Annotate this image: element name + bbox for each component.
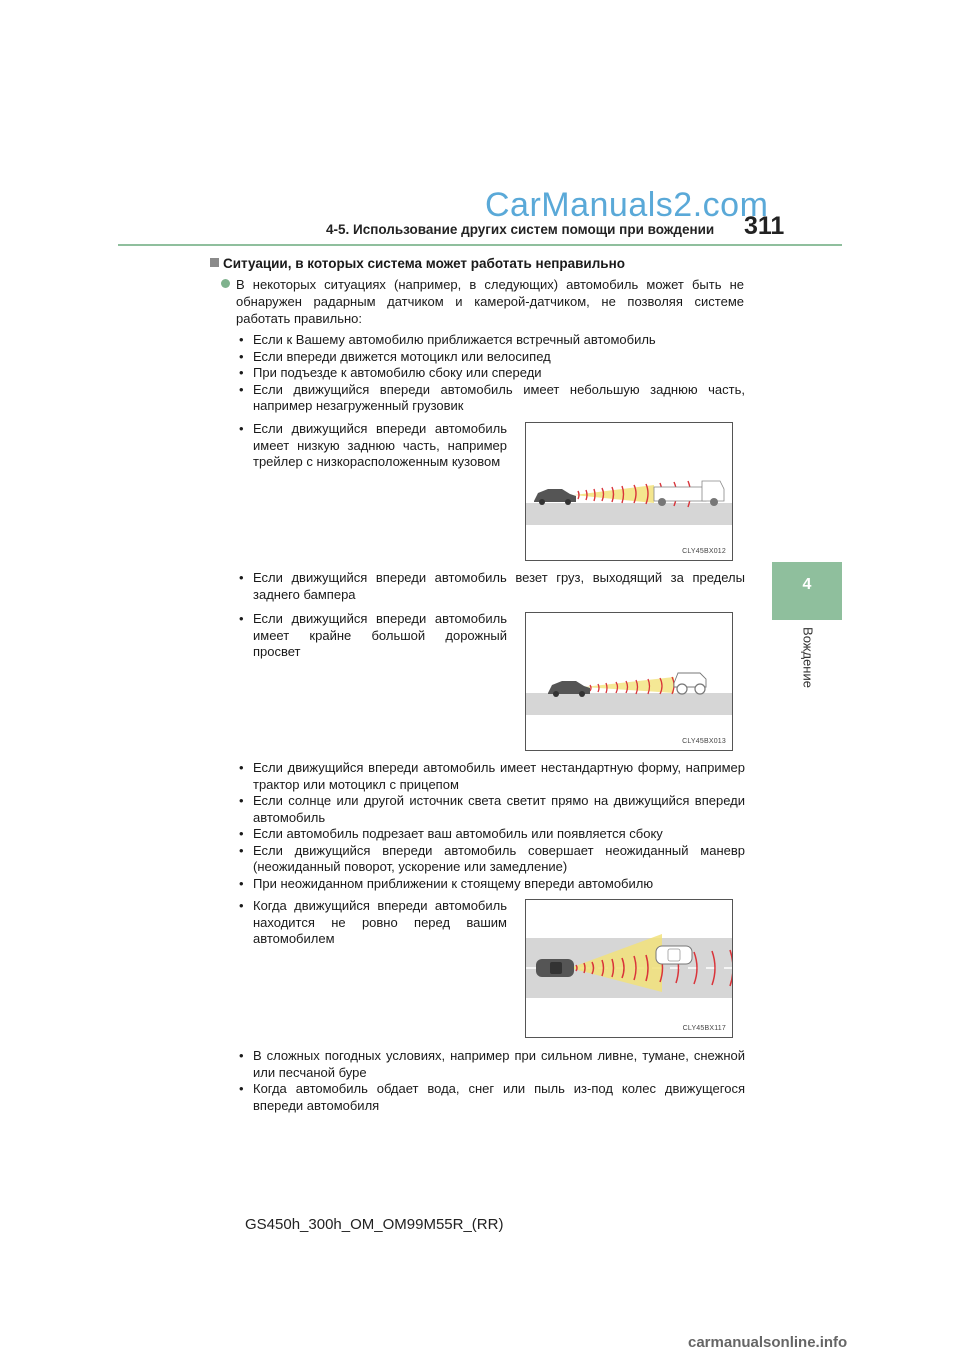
footer-code: GS450h_300h_OM_OM99M55R_(RR) — [245, 1216, 504, 1233]
intro-paragraph — [236, 276, 744, 327]
figure-code: CLY45BX013 — [682, 738, 726, 745]
circle-bullet-icon — [221, 279, 230, 288]
figure-offset-vehicle — [525, 899, 733, 1038]
list-item: • Если движущийся впереди автомобиль имеет крайне большой дорожный просвет — [237, 611, 507, 661]
list-item: • Если движущийся впереди автомобиль имеет низкую заднюю часть, например трейлер с низкорасположенным кузовом — [237, 421, 507, 471]
page-number: 311 — [744, 212, 785, 240]
illustration-low-trailer — [526, 423, 732, 560]
list-item: • Если впереди движется мотоцикл или велосипед — [237, 349, 745, 366]
watermark-bottom: carmanualsonline.info — [688, 1334, 848, 1351]
situation-list-4 — [237, 611, 507, 661]
illustration-offset-vehicle — [526, 900, 732, 1037]
figure-code: CLY45BX117 — [682, 1025, 726, 1032]
list-item: • Если к Вашему автомобилю приближается встречный автомобиль — [237, 332, 745, 349]
situation-list-7 — [237, 1048, 745, 1114]
list-item: • Когда автомобиль обдает вода, снег или пыль из-под колес движущегося впереди автомобиля — [237, 1081, 745, 1114]
situation-list-3 — [237, 570, 745, 603]
list-item: • Если движущийся впереди автомобиль имеет нестандартную форму, например трактор или мотоцикл с прицепом — [237, 760, 745, 793]
situation-list-5 — [237, 760, 745, 892]
header-title: 4-5. Использование других систем помощи при вождении — [326, 222, 715, 237]
watermark-top: CarManuals2.com — [485, 186, 769, 224]
chapter-number: 4 — [802, 576, 812, 593]
list-item: • При неожиданном приближении к стоящему впереди автомобилю — [237, 876, 745, 893]
section-heading-text: Ситуации, в которых система может работать неправильно — [223, 256, 626, 271]
figure-low-trailer — [525, 422, 733, 561]
figure-high-clearance — [525, 612, 733, 751]
section-heading — [210, 256, 625, 271]
list-item: • Если автомобиль подрезает ваш автомобиль или появляется сбоку — [237, 826, 745, 843]
list-item: • При подъезде к автомобилю сбоку или спереди — [237, 365, 745, 382]
list-item: • Если движущийся впереди автомобиль имеет небольшую заднюю часть, например незагруженный грузовик — [237, 382, 745, 415]
intro-text: В некоторых ситуациях (например, в следующих) автомобиль может быть не обнаружен радарным датчиком и камерой-датчиком, не позволяя системе работать правильно: — [236, 277, 744, 326]
situation-list-1 — [237, 332, 745, 415]
header-rule — [118, 244, 842, 246]
square-bullet-icon — [210, 258, 219, 267]
list-item: • Если движущийся впереди автомобиль совершает неожиданный маневр (неожиданный поворот, ускорение или замедление) — [237, 843, 745, 876]
list-item: • Если движущийся впереди автомобиль везет груз, выходящий за пределы заднего бампера — [237, 570, 745, 603]
list-item: • Когда движущийся впереди автомобиль находится не ровно перед вашим автомобилем — [237, 898, 507, 948]
situation-list-2 — [237, 421, 507, 471]
list-item: • Если солнце или другой источник света светит прямо на движущийся впереди автомобиль — [237, 793, 745, 826]
chapter-label: Вождение — [800, 627, 816, 688]
illustration-high-clearance — [526, 613, 732, 750]
list-item: • В сложных погодных условиях, например при сильном ливне, тумане, снежной или песчаной буре — [237, 1048, 745, 1081]
figure-code: CLY45BX012 — [682, 548, 726, 555]
situation-list-6 — [237, 898, 507, 948]
